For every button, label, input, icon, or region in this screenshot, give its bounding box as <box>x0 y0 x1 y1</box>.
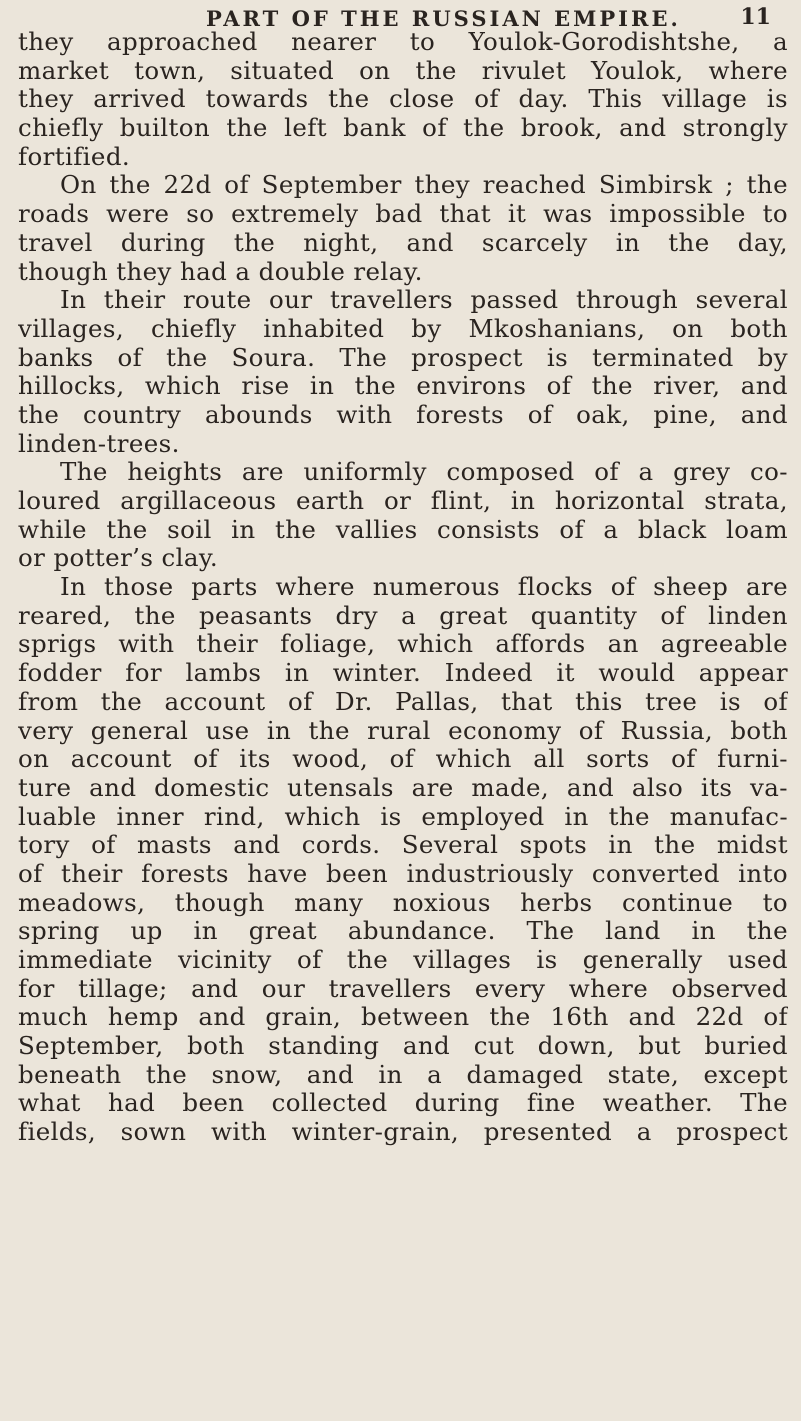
text-line: from the account of Dr. Pallas, that this tree is of <box>18 687 788 716</box>
text-line: spring up in great abundance. The land in the <box>18 917 788 946</box>
text-line: reared, the peasants dry a great quantity of linden <box>18 601 788 630</box>
text-line: of their forests have been industriously converted into <box>18 859 788 888</box>
text-line: they arrived towards the close of day. This village is <box>18 85 788 114</box>
text-line: villages, chiefly inhabited by Mkoshanians, on both <box>18 314 788 343</box>
text-line: linden-trees. <box>18 429 180 458</box>
text-line: hillocks, which rise in the environs of the river, and <box>18 372 788 401</box>
text-line: roads were so extremely bad that it was impossible to <box>18 200 788 229</box>
text-line: meadows, though many noxious herbs continue to <box>18 888 788 917</box>
text-line: beneath the snow, and in a damaged state, except <box>18 1060 788 1089</box>
text-line: September, both standing and cut down, but buried <box>18 1032 788 1061</box>
text-line: ture and domestic utensals are made, and also its va- <box>18 773 788 802</box>
text-line: though they had a double relay. <box>18 257 423 286</box>
text-line: tory of masts and cords. Several spots in the midst <box>18 831 788 860</box>
text-line: much hemp and grain, between the 16th and 22d of <box>18 1003 788 1032</box>
text-line: The heights are uniformly composed of a grey co- <box>60 458 788 487</box>
text-line: for tillage; and our travellers every where observed <box>18 974 788 1003</box>
running-title: PART OF THE RUSSIAN EMPIRE. <box>206 6 681 31</box>
body-text <box>18 28 788 1147</box>
text-line: fields, sown with winter-grain, presented a prospect <box>18 1118 788 1147</box>
text-line: luable inner rind, which is employed in the manufac- <box>18 802 788 831</box>
text-line: loured argillaceous earth or flint, in horizontal strata, <box>18 487 788 515</box>
text-line: In their route our travellers passed through several <box>60 286 788 315</box>
text-line: very general use in the rural economy of Russia, both <box>18 716 788 745</box>
text-line: the country abounds with forests of oak, pine, and <box>18 400 788 429</box>
page-number: 11 <box>740 4 771 30</box>
text-line: market town, situated on the rivulet Youlok, where <box>18 56 788 85</box>
text-line: travel during the night, and scarcely in the day, <box>18 228 788 257</box>
text-line: they approached nearer to Youlok-Gorodishtshe, a <box>18 28 788 56</box>
text-line: On the 22d of September they reached Simbirsk ; the <box>60 171 788 200</box>
text-line: sprigs with their foliage, which affords an agreeable <box>18 630 788 659</box>
text-line: In those parts where numerous flocks of sheep are <box>60 573 788 602</box>
text-line: chiefly builton the left bank of the brook, and strongly <box>18 114 788 143</box>
text-line: what had been collected during fine weather. The <box>18 1089 788 1118</box>
text-line: immediate vicinity of the villages is generally used <box>18 946 788 974</box>
text-line: fodder for lambs in winter. Indeed it would appear <box>18 659 788 688</box>
text-line: or potter’s clay. <box>18 544 219 573</box>
text-line: while the soil in the vallies consists of a black loam <box>18 515 788 544</box>
text-line: on account of its wood, of which all sorts of furni- <box>18 745 788 774</box>
text-line: banks of the Soura. The prospect is terminated by <box>18 343 788 372</box>
text-line: fortified. <box>18 142 131 171</box>
